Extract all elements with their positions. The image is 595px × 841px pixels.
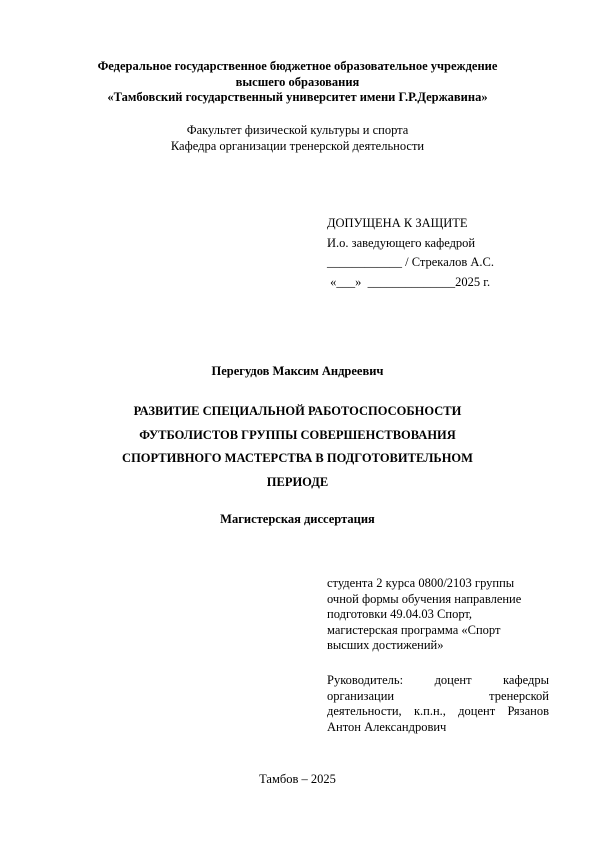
- supervisor-word: деятельности,: [327, 704, 402, 718]
- supervisor-word: доцент: [434, 673, 472, 687]
- faculty-name: Факультет физической культуры и спорта: [186, 123, 409, 137]
- title-line: ФУТБОЛИСТОВ ГРУППЫ СОВЕРШЕНСТВОВАНИЯ: [139, 427, 456, 442]
- student-line: студента 2 курса 0800/2103 группы: [327, 576, 515, 590]
- admission-block: [327, 214, 494, 292]
- institution-header: [0, 59, 595, 106]
- supervisor-word: Рязанов: [507, 704, 549, 718]
- title-line: СПОРТИВНОГО МАСТЕРСТВА В ПОДГОТОВИТЕЛЬНОМ: [122, 451, 473, 465]
- student-line: очной формы обучения направление: [327, 591, 522, 606]
- student-line: магистерская программа «Спорт: [327, 622, 501, 637]
- supervisor-word: организации: [327, 688, 395, 703]
- city-year: Тамбов – 2025: [259, 772, 336, 786]
- supervisor-word: тренерской: [489, 688, 549, 703]
- supervisor-info: [327, 673, 549, 735]
- institution-line: Федеральное государственное бюджетное образовательное учреждение: [97, 59, 498, 73]
- thesis-title: [0, 400, 595, 494]
- author-name: Перегудов Максим Андреевич: [211, 364, 384, 378]
- supervisor-line: [327, 704, 549, 720]
- student-line: высших достижений»: [327, 638, 444, 652]
- title-line: РАЗВИТИЕ СПЕЦИАЛЬНОЙ РАБОТОСПОСОБНОСТИ: [133, 404, 462, 418]
- supervisor-word: Руководитель:: [327, 673, 404, 687]
- supervisor-line: [327, 673, 549, 689]
- supervisor-line: [327, 689, 549, 705]
- supervisor-name: Антон Александрович: [327, 719, 447, 734]
- institution-line: «Тамбовский государственный университет имени Г.Р.Державина»: [107, 90, 488, 104]
- department-name: Кафедра организации тренерской деятельности: [170, 139, 425, 153]
- supervisor-word: доцент: [458, 704, 496, 718]
- admission-date: «___» ______________2025 г.: [327, 274, 491, 289]
- supervisor-word: к.п.н.,: [413, 704, 446, 718]
- admission-role: И.о. заведующего кафедрой: [327, 235, 476, 250]
- supervisor-word: кафедры: [503, 673, 549, 687]
- student-info: [327, 576, 549, 654]
- student-line: подготовки 49.04.03 Спорт,: [327, 607, 473, 621]
- faculty-block: [0, 122, 595, 154]
- admission-signature: ____________ / Стрекалов А.С.: [327, 255, 494, 269]
- admission-status: ДОПУЩЕНА К ЗАЩИТЕ: [327, 216, 468, 230]
- institution-line: высшего образования: [235, 74, 360, 89]
- title-line: ПЕРИОДЕ: [266, 474, 329, 489]
- work-type: Магистерская диссертация: [220, 512, 375, 526]
